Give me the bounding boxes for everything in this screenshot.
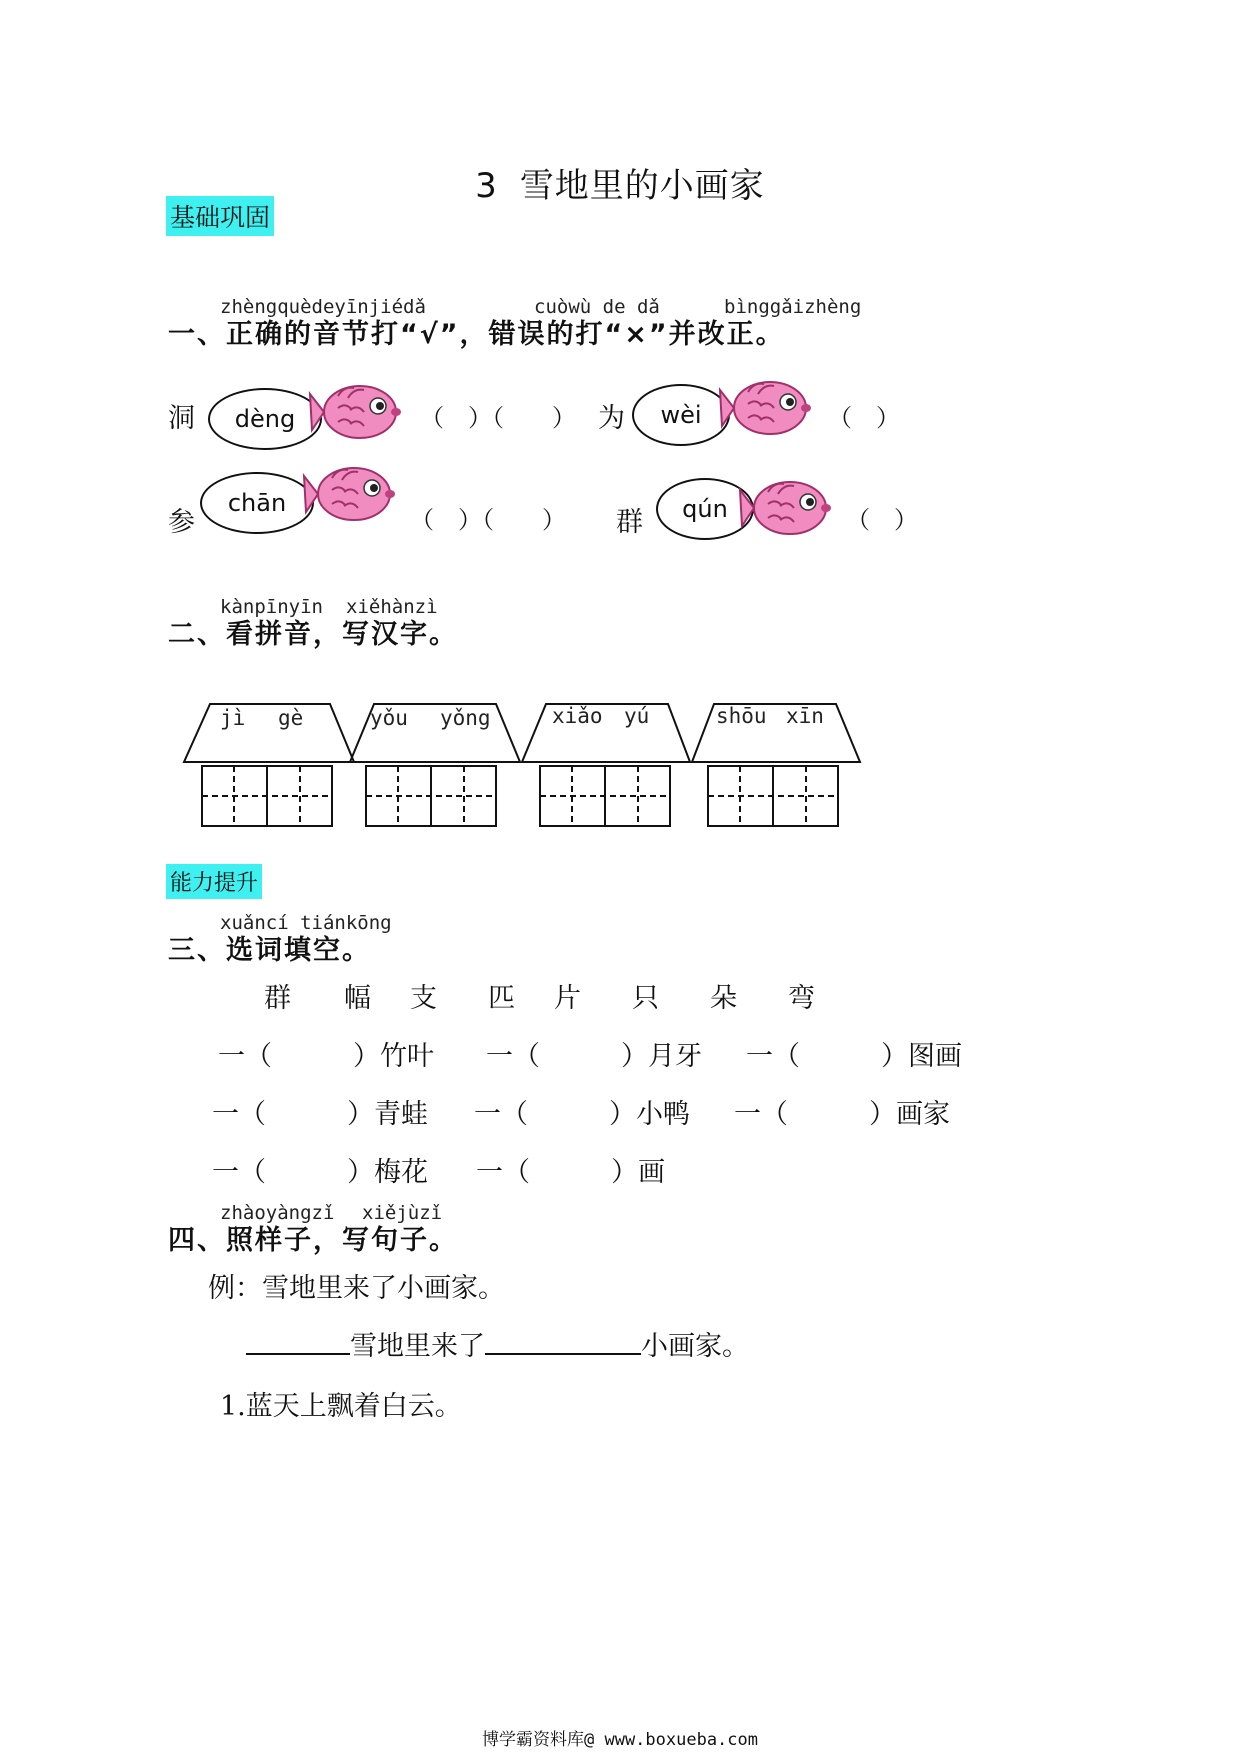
fish-icon xyxy=(302,460,396,530)
house-syllable: shōu xyxy=(716,704,767,728)
section-tag-advanced: 能力提升 xyxy=(166,864,262,899)
footer-watermark: 博学霸资料库@ www.boxueba.com xyxy=(482,1730,758,1750)
fill-item[interactable]: 一（ ）竹叶 xyxy=(218,1041,434,1072)
word-bank-item: 片 xyxy=(554,983,581,1014)
example-sentence: 例：雪地里来了小画家。 xyxy=(208,1273,505,1304)
house-3 xyxy=(522,704,690,826)
house-syllable: yǒng xyxy=(440,706,491,730)
pattern-mid: 雪地里来了 xyxy=(350,1331,485,1362)
q4-heading: 四、照样子，写句子。 xyxy=(168,1225,458,1256)
word-bank-item: 只 xyxy=(632,983,659,1014)
q4-pinyin-1: zhàoyàngzǐ xyxy=(220,1202,335,1224)
house-syllable: xīn xyxy=(786,704,824,728)
q2-pinyin-1: kànpīnyīn xyxy=(220,596,323,618)
q2-heading: 二、看拼音，写汉字。 xyxy=(168,619,458,650)
q1-char-dong: 洞 xyxy=(168,403,195,434)
house-syllable: gè xyxy=(278,706,304,730)
fill-item[interactable]: 一（ ）梅花 xyxy=(212,1157,428,1188)
house-syllable: jì xyxy=(220,706,246,730)
q1-pinyin-bubble xyxy=(632,384,730,446)
q1-heading: 一、正确的音节打“√”，错误的打“×”并改正。 xyxy=(168,319,785,350)
answer-blank[interactable] xyxy=(246,1327,350,1355)
fish-icon xyxy=(308,378,402,448)
bubble-text: wèi xyxy=(660,401,702,429)
q1-char-qun: 群 xyxy=(616,507,643,538)
answer-blank[interactable] xyxy=(485,1327,641,1355)
fill-item[interactable]: 一（ ）小鸭 xyxy=(474,1099,690,1130)
pattern-sentence xyxy=(246,1324,749,1363)
q2-pinyin-2: xiěhànzì xyxy=(346,596,438,618)
fill-item[interactable]: 一（ ）画 xyxy=(476,1157,665,1188)
q1-pinyin-1: zhèngquèdeyīnjiédǎ xyxy=(220,296,426,318)
q1-char-can: 参 xyxy=(168,507,195,538)
q1-pinyin-bubble xyxy=(200,472,314,534)
word-bank-item: 匹 xyxy=(488,983,515,1014)
q1-answer-parens[interactable]: （ ）（ ） xyxy=(410,506,566,534)
q1-pinyin-bubble xyxy=(208,388,322,450)
bubble-text: chān xyxy=(227,489,287,517)
q4-pinyin-2: xiějùzǐ xyxy=(362,1202,443,1224)
house-syllable: yǒu xyxy=(370,706,408,730)
lesson-title: 雪地里的小画家 xyxy=(519,166,765,206)
q1-pinyin-2: cuòwù de dǎ xyxy=(534,296,660,318)
word-bank-item: 弯 xyxy=(788,983,815,1014)
house-syllable: xiǎo xyxy=(552,704,603,728)
word-bank-item: 群 xyxy=(264,983,291,1014)
q3-pinyin: xuǎncí tiánkōng xyxy=(220,912,392,934)
q1-pinyin-3: bìnggǎizhèng xyxy=(724,296,862,318)
fill-item[interactable]: 一（ ）画家 xyxy=(734,1099,950,1130)
section-tag-basic: 基础巩固 xyxy=(166,196,274,236)
fill-item[interactable]: 一（ ）月牙 xyxy=(486,1041,702,1072)
fill-item[interactable]: 一（ ）青蛙 xyxy=(212,1099,428,1130)
fill-item[interactable]: 一（ ）图画 xyxy=(746,1041,962,1072)
fish-icon xyxy=(718,374,812,444)
bubble-text: qún xyxy=(682,495,728,523)
word-bank-item: 幅 xyxy=(344,983,371,1014)
fish-icon xyxy=(738,474,832,544)
word-bank-item: 支 xyxy=(410,983,437,1014)
lesson-number: 3 xyxy=(475,166,498,206)
house-syllable: yú xyxy=(624,704,650,728)
pattern-end: 小画家。 xyxy=(641,1331,749,1362)
q1-answer-parens[interactable]: （ ）（ ） xyxy=(420,404,576,432)
q1-char-wei: 为 xyxy=(598,403,625,434)
house-1 xyxy=(184,704,354,826)
bubble-text: dèng xyxy=(234,405,296,433)
q4-item-1: 1.蓝天上飘着白云。 xyxy=(220,1391,462,1422)
q1-answer-parens[interactable]: （ ） xyxy=(846,506,918,534)
q3-heading: 三、选词填空。 xyxy=(168,935,371,966)
word-bank-item: 朵 xyxy=(710,983,737,1014)
q1-answer-parens[interactable]: （ ） xyxy=(828,404,900,432)
